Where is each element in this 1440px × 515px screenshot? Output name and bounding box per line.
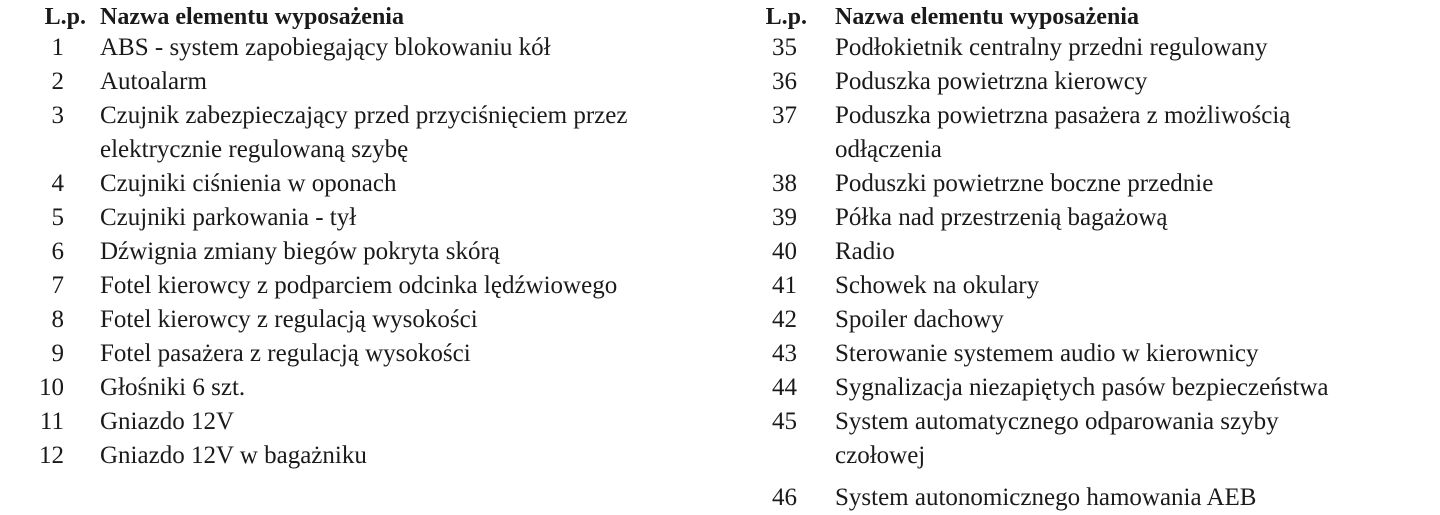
item-name: Czujniki parkowania - tył [100,204,357,231]
item-name: elektrycznie regulowaną szybę [100,136,409,163]
item-name: odłączenia [835,136,942,163]
item-number: 12 [39,442,64,469]
item-name: czołowej [835,442,926,469]
header-lp: L.p. [44,4,86,30]
item-name: Fotel pasażera z regulacją wysokości [100,340,471,367]
item-number: 35 [772,34,797,61]
item-name: Podłokietnik centralny przedni regulowany [835,34,1268,61]
item-name: Spoiler dachowy [835,306,1004,333]
item-number: 3 [51,102,64,129]
item-number: 5 [51,204,64,231]
item-name: Czujniki ciśnienia w oponach [100,170,397,197]
item-name: Gniazdo 12V [100,408,234,435]
item-name: Sterowanie systemem audio w kierownicy [835,340,1259,367]
item-name: Poduszka powietrzna kierowcy [835,68,1148,95]
item-name: Czujnik zabezpieczający przed przyciśnięciem przez [100,102,628,129]
item-name: Gniazdo 12V w bagażniku [100,442,367,469]
item-number: 2 [51,68,64,95]
item-name: Dźwignia zmiany biegów pokryta skórą [100,238,500,265]
item-name: Poduszki powietrzne boczne przednie [835,170,1214,197]
item-name: Sygnalizacja niezapiętych pasów bezpieczeństwa [835,374,1329,401]
item-number: 10 [39,374,64,401]
item-number: 8 [51,306,64,333]
item-number: 37 [772,102,797,129]
item-number: 43 [772,340,797,367]
item-number: 4 [51,170,64,197]
item-number: 44 [772,374,797,401]
item-name: Półka nad przestrzenią bagażową [835,204,1168,231]
item-name: System autonomicznego hamowania AEB [835,484,1257,511]
item-number: 7 [51,272,64,299]
item-number: 1 [51,34,64,61]
item-number: 42 [772,306,797,333]
item-name: Głośniki 6 szt. [100,374,246,401]
item-name: System automatycznego odparowania szyby [835,408,1279,435]
header-lp: L.p. [765,4,807,30]
item-number: 6 [51,238,64,265]
item-name: Schowek na okulary [835,272,1040,299]
item-name: ABS - system zapobiegający blokowaniu kół [100,34,551,61]
item-number: 46 [772,484,797,511]
item-name: Fotel kierowcy z regulacją wysokości [100,306,478,333]
item-number: 9 [51,340,64,367]
item-number: 40 [772,238,797,265]
header-name: Nazwa elementu wyposażenia [835,4,1139,30]
item-number: 39 [772,204,797,231]
item-name: Radio [835,238,895,265]
header-name: Nazwa elementu wyposażenia [100,4,404,30]
item-name: Poduszka powietrzna pasażera z możliwością [835,102,1291,129]
item-name: Autoalarm [100,68,207,95]
item-number: 36 [772,68,797,95]
item-number: 11 [39,408,64,435]
item-number: 41 [772,272,797,299]
item-name: Fotel kierowcy z podparciem odcinka lędźwiowego [100,272,618,299]
item-number: 38 [772,170,797,197]
item-number: 45 [772,408,797,435]
